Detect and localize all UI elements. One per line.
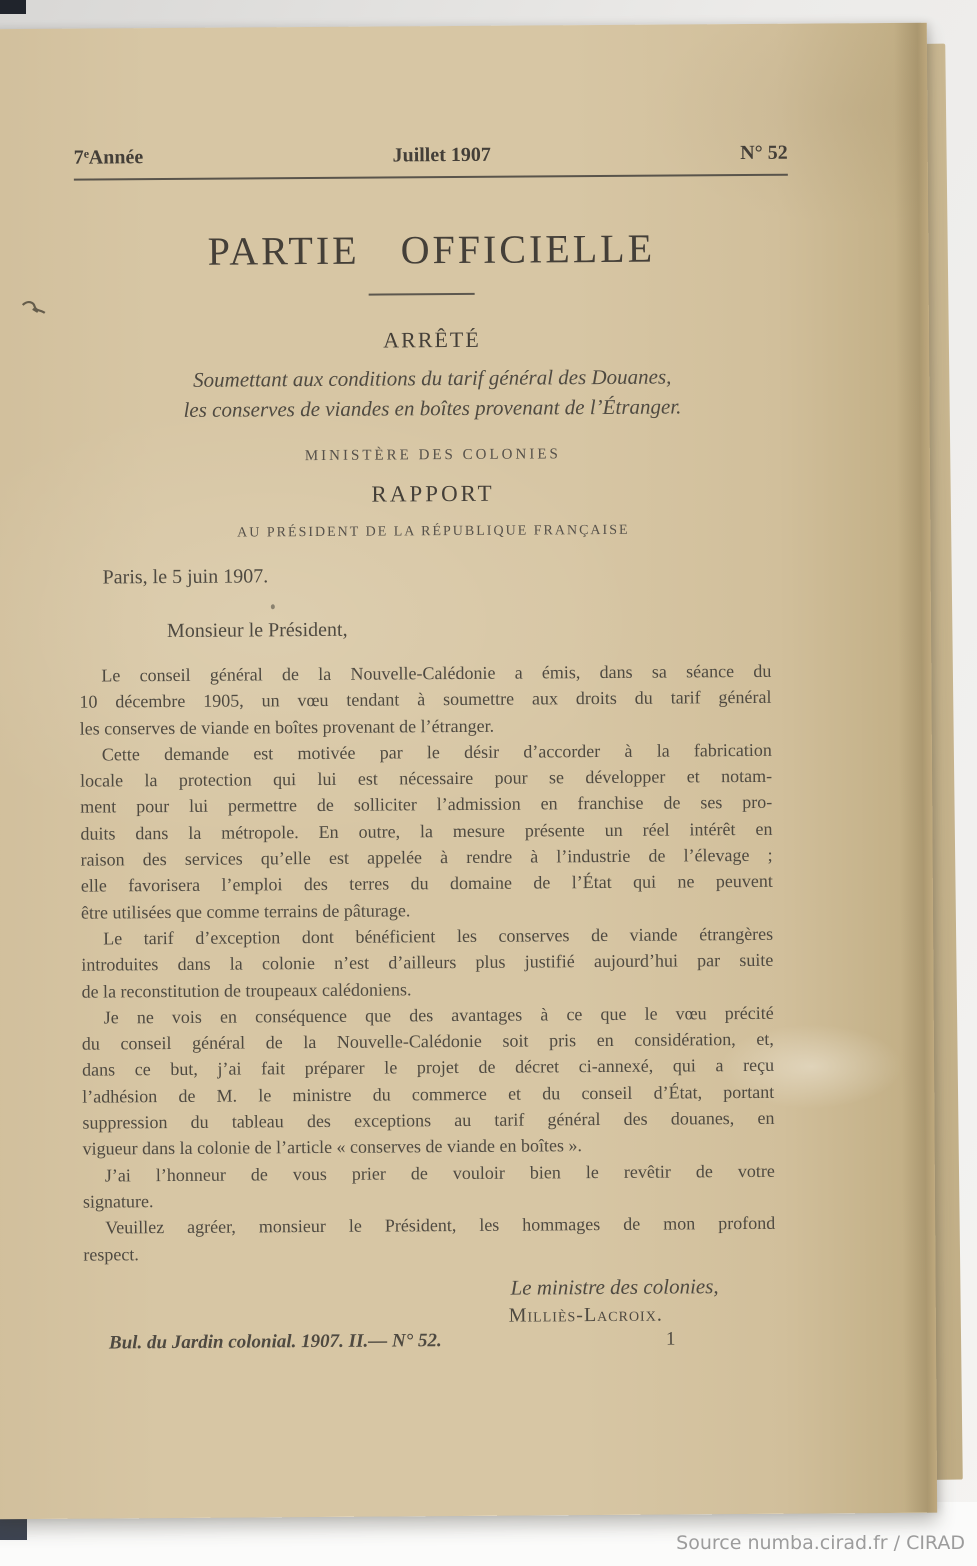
body-line: J’ai l’honneur de vous prier de vouloir bien le revêtir de votre [104, 1160, 775, 1186]
act-subtitle [75, 361, 789, 426]
body-line: Je ne vois en conséquence que des avantages à ce que le vœu précité [103, 1002, 774, 1028]
body-line: introduites dans la colonie n’est d’ailleurs plus justifié aujourd’hui par suite [81, 950, 774, 975]
body-line: signature. [82, 1191, 154, 1212]
section-title: PARTIE OFFICIELLE [207, 225, 656, 274]
book-cover-corner-top [0, 0, 26, 14]
body-line: dans ce but, j’ai fait préparer le projet de décret ci-annexé, qui a reçu [82, 1055, 775, 1081]
body-line: du conseil général de la Nouvelle-Calédonie soit pris en considération, et, [81, 1028, 774, 1054]
body-line: respect. [83, 1243, 139, 1265]
body-text [79, 658, 775, 1268]
body-line: Le tarif d’exception dont bénéficient les conserves de viande étrangères [103, 923, 774, 949]
report-heading: RAPPORT [371, 480, 495, 507]
page-footer [84, 1328, 776, 1357]
report-addressee: AU PRÉSIDENT DE LA RÉPUBLIQUE FRANÇAISE [237, 522, 630, 541]
act-heading: ARRÊTÉ [383, 326, 481, 353]
footer-reference: Bul. du Jardin colonial. 1907. II.— N° 52. [108, 1330, 442, 1354]
ink-dot [271, 604, 275, 609]
dateline: Paris, le 5 juin 1907. [102, 565, 269, 589]
body-line: être utilisées que comme terrains de pâturage. [80, 900, 411, 923]
body-line: Le conseil général de la Nouvelle-Calédonie a émis, dans sa séance du [101, 660, 772, 686]
body-line: vigueur dans la colonie de l’article « conserves de viande en boîtes ». [82, 1135, 583, 1159]
footer-page-number: 1 [665, 1328, 676, 1350]
act-subtitle-line2: les conserves de viandes en boîtes provenant de l’Étranger. [183, 394, 682, 422]
body-line: locale la protection qui lui est nécessaire pour se développer et notam- [79, 766, 773, 791]
title-rule [369, 293, 475, 296]
margin-ink-mark [19, 297, 49, 319]
body-line: suppression du tableau des exceptions au tarif général des douanes, en [82, 1107, 775, 1133]
body-line: ment pour lui permettre de solliciter l’admission en franchise de ses pro- [80, 792, 773, 818]
body-line: Cette demande est motivée par le désir d’accorder à la fabrication [101, 739, 772, 765]
masthead-volume: 7 e Année [73, 146, 144, 169]
body-line: elle favorisera l’emploi des terres du domaine de l’État qui ne peuvent [80, 871, 773, 897]
source-attribution: Source numba.cirad.fr / CIRAD [676, 1532, 965, 1554]
body-line: Veuillez agréer, monsieur le Président, les hommages de mon profond [105, 1213, 776, 1238]
salutation: Monsieur le Président, [166, 618, 348, 643]
body-line: duits dans la métropole. En outre, la mesure présente un réel intérêt en [80, 818, 773, 844]
body-line: raison des services qu’elle est appelée à rendre à l’industrie de l’élevage ; [80, 844, 773, 870]
ministry-heading: MINISTÈRE DES COLONIES [304, 446, 561, 465]
masthead-date: Juillet 1907 [392, 143, 491, 167]
masthead-rule [74, 174, 788, 181]
signature-name: Milliès-Lacroix. [508, 1303, 663, 1327]
body-line: de la reconstitution de troupeaux calédoniens. [81, 978, 412, 1002]
masthead [74, 142, 788, 170]
masthead-issue-number: N° 52 [740, 141, 788, 165]
act-subtitle-line1: Soumettant aux conditions du tarif général des Douanes, [193, 364, 672, 392]
body-line: 10 décembre 1905, un vœu tendant à soumettre aux droits du tarif général [79, 687, 772, 712]
document-page [0, 23, 937, 1520]
body-line: l’adhésion de M. le ministre du commerce et du conseil d’État, portant [82, 1081, 775, 1107]
signature-role: Le ministre des colonies, [510, 1274, 719, 1300]
body-line: les conserves de viande en boîtes provenant de l’étranger. [79, 715, 495, 739]
